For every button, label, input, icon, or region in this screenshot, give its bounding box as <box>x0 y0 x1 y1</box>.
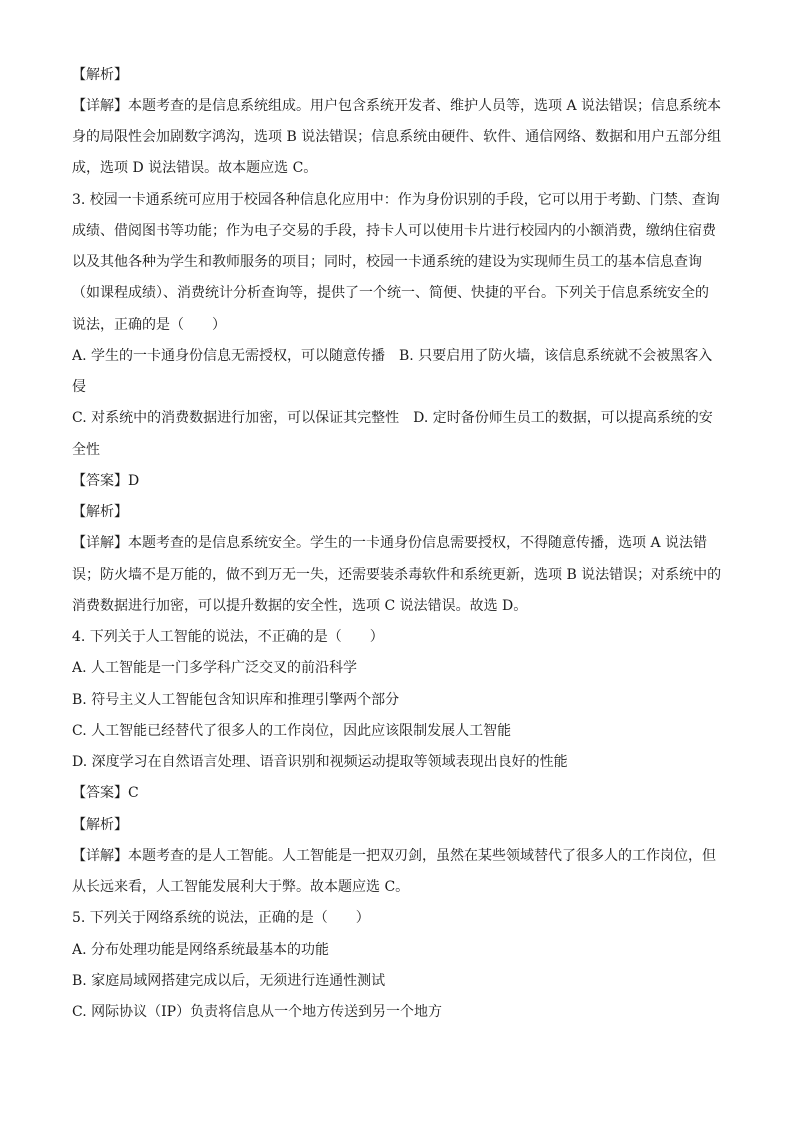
question-text: 3. 校园一卡通系统可应用于校园各种信息化应用中：作为身份识别的手段，它可以用于考勤、门禁、查询 <box>72 192 720 208</box>
option-line: C. 对系统中的消费数据进行加密，可以保证其完整性 D. 定时备份师生员工的数据，可以提高系统的安 <box>72 410 713 426</box>
explanation-line: 【详解】本题考查的是信息系统组成。用户包含系统开发者、维护人员等，选项 A 说法错误；信息系统本 <box>72 98 722 114</box>
explanation-line: 【详解】本题考查的是人工智能。人工智能是一把双刃剑，虽然在某些领域替代了很多人的工作岗位，但 <box>72 848 716 864</box>
explanation-line: 从长远来看，人工智能发展利大于弊。故本题应选 C。 <box>72 879 410 895</box>
question-text: 4. 下列关于人工智能的说法，不正确的是（ ） <box>72 629 384 645</box>
option-line: 全性 <box>72 442 100 458</box>
question-text: 成绩、借阅图书等功能；作为电子交易的手段，持卡人可以使用卡片进行校园内的小额消费，缴纳住宿费 <box>72 223 716 239</box>
option-line: B. 符号主义人工智能包含知识库和推理引擎两个部分 <box>72 692 400 708</box>
option-line: D. 深度学习在自然语言处理、语音识别和视频运动提取等领域表现出良好的性能 <box>72 754 568 770</box>
option-line: A. 分布处理功能是网络系统最基本的功能 <box>72 942 330 958</box>
analysis-heading: 【解析】 <box>72 67 128 83</box>
option-line: B. 家庭局域网搭建完成以后，无须进行连通性测试 <box>72 973 386 989</box>
question-text: 说法，正确的是（ ） <box>72 317 226 333</box>
analysis-heading: 【解析】 <box>72 817 128 833</box>
answer-line: 【答案】C <box>72 785 139 801</box>
explanation-line: 成，选项 D 说法错误。故本题应选 C。 <box>72 160 318 176</box>
option-line: A. 学生的一卡通身份信息无需授权，可以随意传播 B. 只要启用了防火墙，该信息系统就不会被黑客入 <box>72 348 713 364</box>
question-text: 5. 下列关于网络系统的说法，正确的是（ ） <box>72 910 370 926</box>
option-line: 侵 <box>72 379 86 395</box>
question-text: （如课程成绩）、消费统计分析查询等，提供了一个统一、简便、快捷的平台。下列关于信息系统安全的 <box>72 285 709 301</box>
option-line: C. 网际协议（IP）负责将信息从一个地方传送到另一个地方 <box>72 1004 443 1020</box>
explanation-line: 身的局限性会加剧数字鸿沟，选项 B 说法错误；信息系统由硬件、软件、通信网络、数据和用户五部分组 <box>72 129 722 145</box>
answer-line: 【答案】D <box>72 473 140 489</box>
explanation-line: 【详解】本题考查的是信息系统安全。学生的一卡通身份信息需要授权，不得随意传播，选项 A 说法错 <box>72 535 708 551</box>
explanation-line: 误；防火墙不是万能的，做不到万无一失，还需要装杀毒软件和系统更新，选项 B 说法错误；对系统中的 <box>72 567 722 583</box>
question-text: 以及其他各种为学生和教师服务的项目；同时，校园一卡通系统的建设为实现师生员工的基本信息查询 <box>72 254 702 270</box>
explanation-line: 消费数据进行加密，可以提升数据的安全性，选项 C 说法错误。故选 D。 <box>72 598 528 614</box>
analysis-heading: 【解析】 <box>72 504 128 520</box>
option-line: C. 人工智能已经替代了很多人的工作岗位，因此应该限制发展人工智能 <box>72 723 512 739</box>
option-line: A. 人工智能是一门多学科广泛交叉的前沿科学 <box>72 660 358 676</box>
